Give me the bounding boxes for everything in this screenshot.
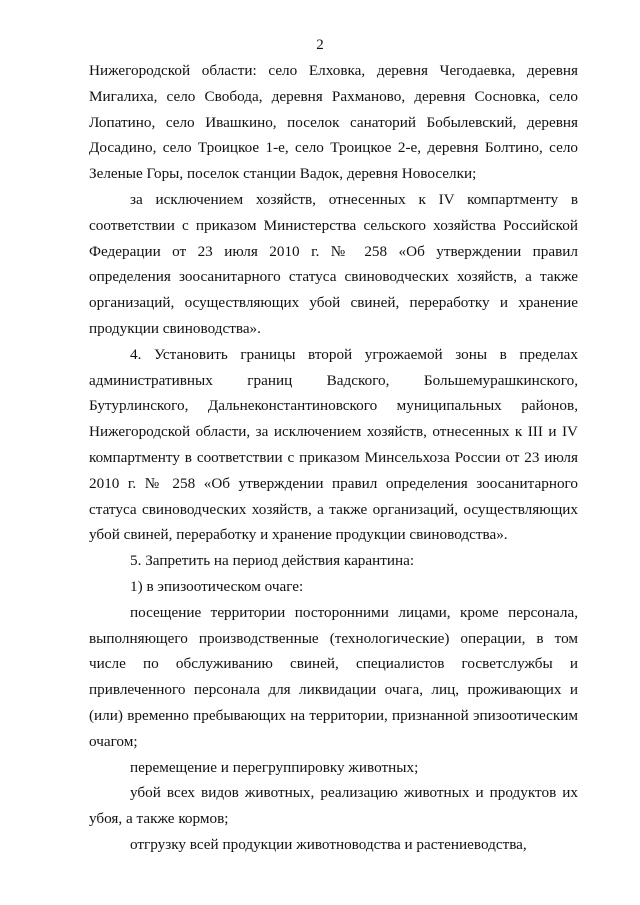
page-number: 2 — [316, 37, 324, 53]
paragraph-item-4: 4. Установить границы второй угрожаемой зоны в пределах административных границ Вадского, Большемурашкинского, Бутурлинского, Дальнеконстантиновского муниципальных районов, Нижегородской области, за исключением хозяйств, отнесенных к III и IV компартменту в соответствии с приказом Минсельхоза России от 23 июля 2010 г. № 258 «Об утверждении правил определения зоосанитарного статуса свиноводческих хозяйств, а также организаций, осуществляющих убой свиней, переработку и хранение продукции свиноводства». — [89, 345, 578, 544]
paragraph-visit-ban: посещение территории посторонними лицами, кроме персонала, выполняющего производственные (технологические) операции, в том числе по обслуживанию свиней, специалистов госветслужбы и привлеченного персонала для ликвидации очага, лиц, проживающих и (или) временно пребывающих на территории, признанной эпизоотическим очагом; — [89, 603, 578, 750]
paragraph-movement-ban: перемещение и перегруппировку животных; — [130, 758, 419, 776]
paragraph-continuation: Нижегородской области: село Елховка, деревня Чегодаевка, деревня Мигалиха, село Свобода, деревня Рахманово, деревня Сосновка, село Лопатино, село Ивашкино, поселок санаторий Бобылевский, деревня Досадино, село Троицкое 1-е, село Троицкое 2-е, деревня Болтино, село Зеленые Горы, поселок станции Вадок, деревня Новоселки; — [89, 62, 578, 183]
document-body — [89, 58, 578, 858]
paragraph-subitem-1: 1) в эпизоотическом очаге: — [130, 577, 304, 595]
paragraph-item-5: 5. Запретить на период действия карантина: — [130, 552, 415, 570]
paragraph-slaughter-ban: убой всех видов животных, реализацию животных и продуктов их убоя, а также кормов; — [89, 784, 578, 828]
paragraph-shipment-ban: отгрузку всей продукции животноводства и растениеводства, — [130, 835, 527, 853]
paragraph-exception-clause: за исключением хозяйств, отнесенных к IV компартменту в соответствии с приказом Министерства сельского хозяйства Российской Федерации от 23 июля 2010 г. № 258 «Об утверждении правил определения зоосанитарного статуса свиноводческих хозяйств, а также организаций, осуществляющих убой свиней, переработку и хранение продукции свиноводства». — [89, 190, 578, 337]
